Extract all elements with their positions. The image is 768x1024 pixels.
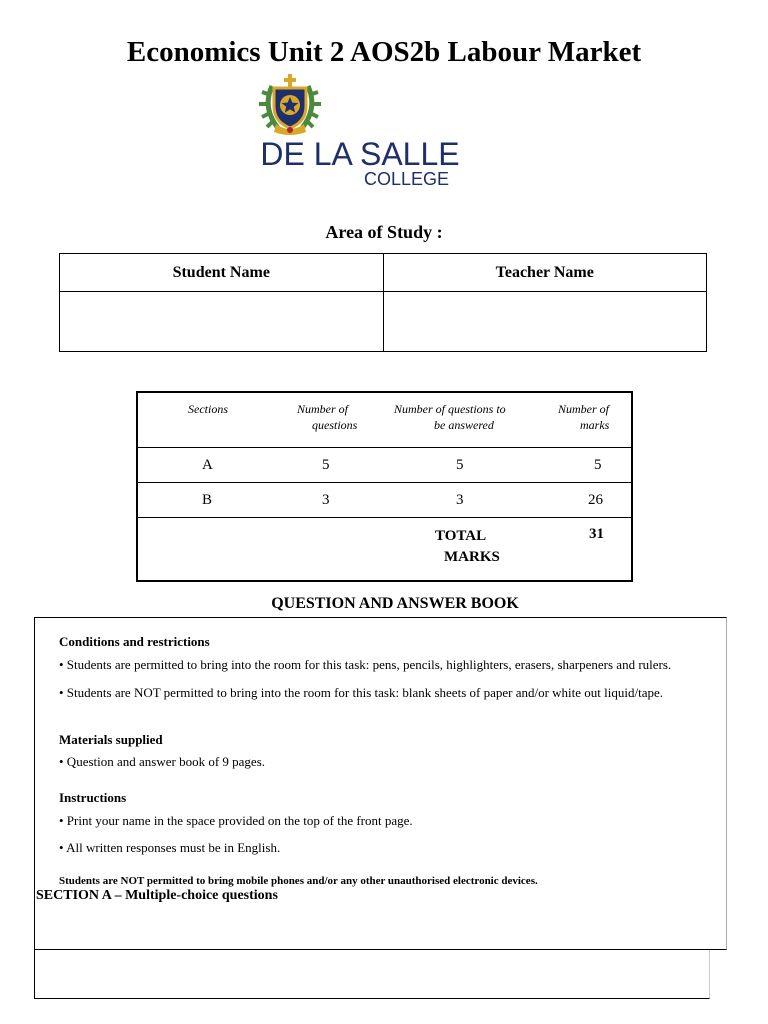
teacher-name-header: Teacher Name <box>383 254 707 292</box>
student-name-field[interactable] <box>60 292 384 352</box>
conditions-heading: Conditions and restrictions <box>59 634 210 649</box>
instruction-item: • Print your name in the space provided on the top of the front page. <box>59 813 413 828</box>
area-of-study-label: Area of Study : <box>325 222 443 242</box>
materials-heading: Materials supplied <box>59 732 163 747</box>
answered-cell: 3 <box>372 483 542 518</box>
logo-name-line1: DE LA SALLE <box>260 136 460 172</box>
table-row <box>137 483 632 518</box>
section-cell: A <box>137 448 277 483</box>
instruction-item: • All written responses must be in English. <box>59 840 281 855</box>
marks-cell: 5 <box>542 448 632 483</box>
total-label: TOTAL MARKS <box>435 528 500 565</box>
marks-header-number-of-questions: Number of questions <box>277 392 372 448</box>
condition-item: • Students are permitted to bring into the room for this task: pens, pencils, highlighters, erasers, sharpeners and rulers. <box>59 657 672 672</box>
answer-box <box>34 950 710 999</box>
device-warning: Students are NOT permitted to bring mobile phones and/or any other unauthorised electronic devices. <box>59 875 538 887</box>
college-crest-icon <box>258 72 462 138</box>
instructions-heading: Instructions <box>59 790 127 805</box>
answered-cell: 5 <box>372 448 542 483</box>
marks-header-questions-to-answer: Number of questions to be answered <box>372 392 542 448</box>
marks-header-sections: Sections <box>137 392 277 448</box>
college-logo <box>258 72 462 190</box>
total-row <box>137 518 632 582</box>
student-name-header: Student Name <box>60 254 384 292</box>
questions-cell: 5 <box>277 448 372 483</box>
table-row <box>137 448 632 483</box>
marks-header-number-of-marks: Number of marks <box>542 392 632 448</box>
total-marks-value: 31 <box>589 526 604 542</box>
logo-name-line2: COLLEGE <box>364 169 450 189</box>
section-a-heading: SECTION A – Multiple-choice questions <box>36 888 278 903</box>
book-heading: QUESTION AND ANSWER BOOK <box>271 595 519 612</box>
document-title: Economics Unit 2 AOS2b Labour Market <box>126 36 642 68</box>
teacher-name-field[interactable] <box>383 292 707 352</box>
names-table <box>59 253 707 352</box>
marks-cell: 26 <box>542 483 632 518</box>
condition-item: • Students are NOT permitted to bring into the room for this task: blank sheets of paper and/or white out liquid/tape. <box>59 685 663 700</box>
marks-table <box>136 391 633 582</box>
section-cell: B <box>137 483 277 518</box>
questions-cell: 3 <box>277 483 372 518</box>
materials-item: • Question and answer book of 9 pages. <box>59 754 266 769</box>
